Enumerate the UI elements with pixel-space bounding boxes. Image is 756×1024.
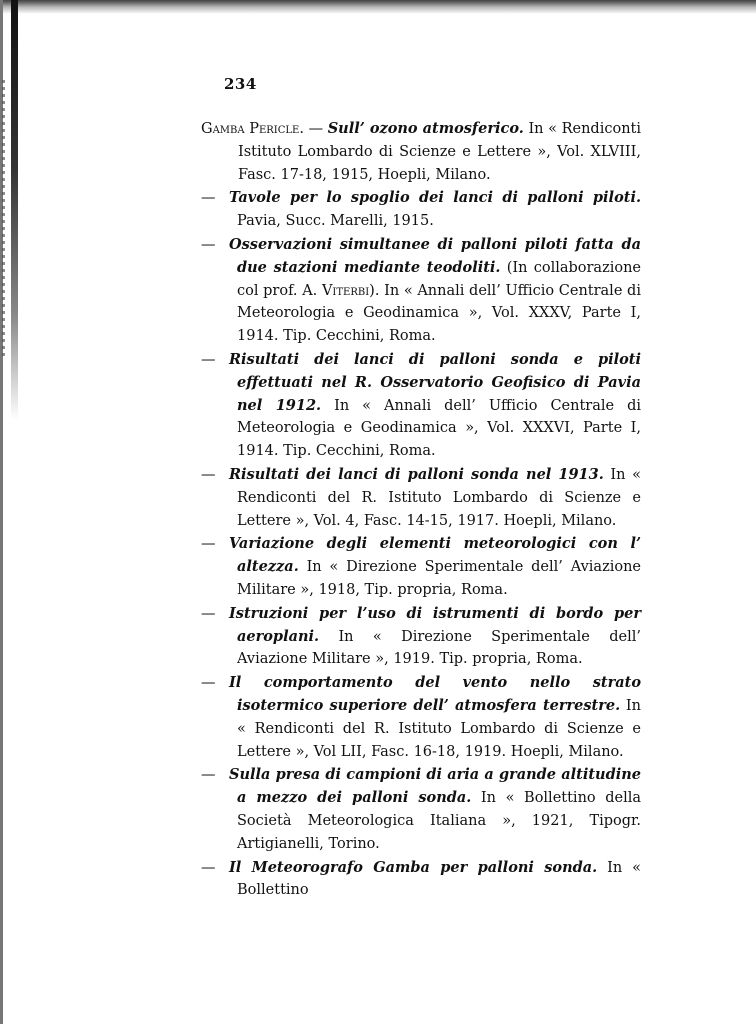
entry-dash: — — [201, 351, 216, 368]
entry-title: Osservazioni simultanee di palloni piloti fatta da due stazioni mediante teodoliti. — [229, 235, 641, 276]
entry-dash: — — [201, 190, 216, 207]
entry-details: In « Annali dell’ Ufficio Centrale di Meteorologia e Geodinamica », Vol. XXXVI, Parte I, 1914. Tip. Cecchini, Roma. — [237, 397, 641, 460]
entry-details: In « Bollettino della Società Meteorologica Italiana », 1921, Tipogr. Artigianelli, Torino. — [237, 790, 642, 852]
entry-title: Il Meteorografo Gamba per palloni sonda. — [229, 858, 598, 876]
entry-dash: — — [201, 767, 216, 784]
scan-binding-shadow — [11, 0, 18, 420]
entry-details: In « Bollettino — [237, 859, 642, 899]
entry-details: ). In « Annali dell’ Ufficio Centrale di Meteorologia e Geodinamica », Vol. XXXV, Parte I, 1914. Tip. Cecchini, Roma. — [237, 282, 641, 345]
entry-details: Pavia, Succ. Marelli, 1915. — [237, 213, 434, 230]
bibliography-entry — [201, 118, 641, 186]
entry-dash: — — [201, 859, 216, 876]
bibliography-entry — [201, 533, 641, 601]
entry-details: In « Direzione Sperimentale dell’ Aviazione Militare », 1919. Tip. propria, Roma. — [237, 628, 641, 668]
entry-details: In « Rendiconti Istituto Lombardo di Scienze e Lettere », Vol. XLVIII, Fasc. 17-18, 1915, Hoepli, Milano. — [238, 121, 642, 183]
bibliography-list — [201, 118, 641, 903]
entry-title: Risultati dei lanci di palloni sonda e piloti effettuati nel R. Osservatorio Geofisico di Pavia nel 1912. — [229, 350, 641, 414]
entry-title: Tavole per lo spoglio dei lanci di palloni piloti. — [229, 189, 641, 207]
entry-title: Sull’ ozono atmosferico. — [327, 120, 524, 137]
scan-top-edge — [0, 0, 756, 14]
bibliography-entry — [201, 187, 641, 233]
entry-title: Variazione degli elementi meteorologici con l’ altezza. — [229, 535, 641, 576]
entry-dash: — — [201, 466, 216, 483]
entry-collaborator: Viterbi — [321, 282, 370, 299]
entry-author-prefix: Gamba Pericle. — — [201, 121, 324, 137]
entry-dash: — — [201, 605, 216, 622]
entry-details-before: (In collaborazione col prof. A. — [237, 259, 641, 299]
bibliography-entry — [201, 349, 641, 463]
page-number: 234 — [224, 75, 257, 93]
entry-title: Il comportamento del vento nello strato isotermico superiore dell’ atmosfera terrestre. — [229, 674, 641, 714]
bibliography-entry — [201, 672, 641, 763]
entry-dash: — — [201, 536, 216, 553]
scan-noise — [2, 80, 5, 360]
entry-title: Risultati dei lanci di palloni sonda nel 1913. — [229, 465, 604, 483]
entry-details: In « Rendiconti del R. Istituto Lombardo di Scienze e Lettere », Vol LII, Fasc. 16-18, 1919. Hoepli, Milano. — [237, 697, 641, 760]
entry-title: Istruzioni per l’uso di istrumenti di bordo per aeroplani. — [229, 604, 641, 645]
bibliography-entry — [201, 234, 641, 348]
entry-dash: — — [201, 675, 216, 692]
entry-details: In « Rendiconti del R. Istituto Lombardo di Scienze e Lettere », Vol. 4, Fasc. 14-15, 1917. Hoepli, Milano. — [237, 466, 641, 529]
entry-title: Sulla presa di campioni di aria a grande altitudine a mezzo dei palloni sonda. — [229, 766, 641, 807]
entry-dash: — — [201, 236, 216, 253]
bibliography-entry — [201, 857, 641, 903]
entry-details: In « Direzione Sperimentale dell’ Aviazione Militare », 1918, Tip. propria, Roma. — [237, 559, 641, 598]
bibliography-entry — [201, 603, 641, 671]
bibliography-entry — [201, 764, 641, 855]
bibliography-entry — [201, 464, 641, 532]
